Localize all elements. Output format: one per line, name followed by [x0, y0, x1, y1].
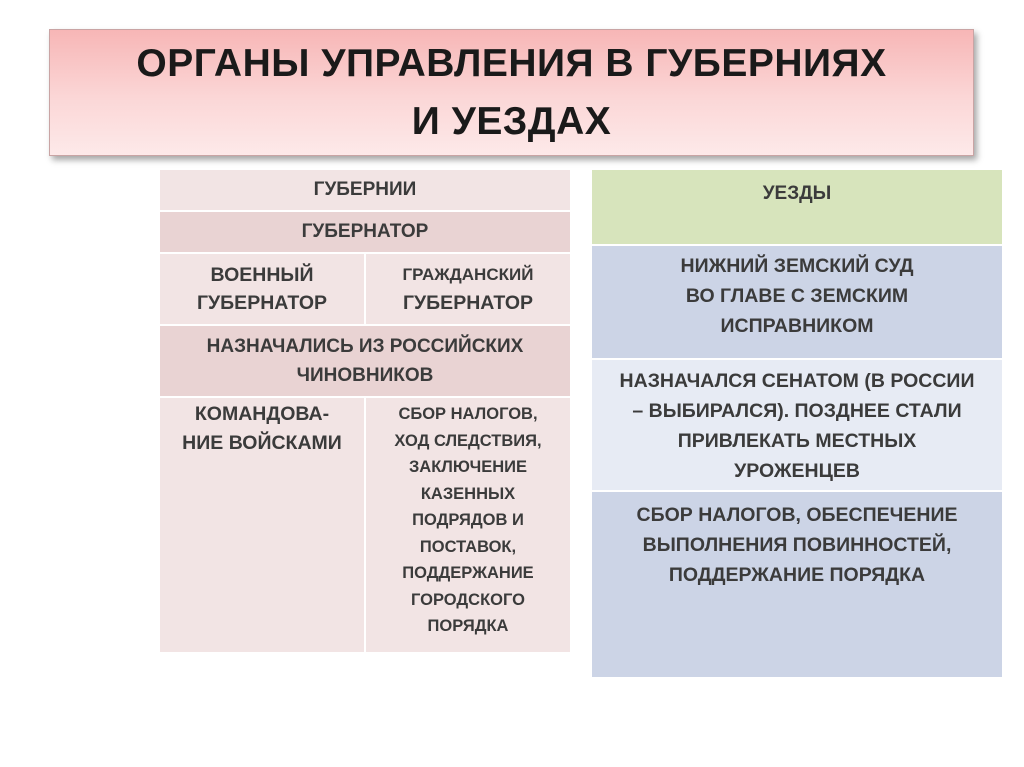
title-line-1: ОРГАНЫ УПРАВЛЕНИЯ В ГУБЕРНИЯХ: [136, 41, 887, 85]
district-duties-line: СБОР НАЛОГОВ, ОБЕСПЕЧЕНИЕ: [636, 504, 958, 526]
military-governor-line: ГУБЕРНАТОР: [196, 292, 327, 314]
civil-governor-line: ГУБЕРНАТОР: [402, 292, 533, 314]
civil-duties-cell: [366, 398, 570, 652]
military-duties-line: КОМАНДОВА-: [194, 403, 330, 425]
district-court-line: ИСПРАВНИКОМ: [720, 315, 874, 337]
civil-duties-line: ПОСТАВОК,: [419, 537, 517, 556]
governor-cell: [160, 212, 570, 252]
military-duties-cell: [160, 398, 364, 652]
military-duties-line: НИЕ ВОЙСКАМИ: [182, 432, 342, 454]
province-appointment-line: ЧИНОВНИКОВ: [296, 365, 434, 386]
district-appointment-line: НАЗНАЧАЛСЯ СЕНАТОМ (В РОССИИ: [619, 370, 975, 392]
province-appointment-line: НАЗНАЧАЛИСЬ ИЗ РОССИЙСКИХ: [206, 336, 524, 357]
provinces-header-text: ГУБЕРНИИ: [313, 179, 417, 200]
district-appointment-cell: [592, 360, 1002, 490]
district-court-cell: [592, 246, 1002, 358]
district-court-line: ВО ГЛАВЕ С ЗЕМСКИМ: [685, 285, 909, 307]
district-duties-line: ПОДДЕРЖАНИЕ ПОРЯДКА: [668, 564, 926, 586]
civil-governor-cell: [366, 254, 570, 324]
civil-duties-line: СБОР НАЛОГОВ,: [398, 405, 538, 423]
civil-duties-line: ЗАКЛЮЧЕНИЕ: [408, 458, 528, 476]
civil-governor-line: ГРАЖДАНСКИЙ: [402, 265, 534, 284]
province-appointment-cell: [160, 326, 570, 396]
civil-duties-line: КАЗЕННЫХ: [420, 484, 516, 503]
district-court-line: НИЖНИЙ ЗЕМСКИЙ СУД: [680, 255, 914, 277]
civil-duties-line: ГОРОДСКОГО: [411, 590, 525, 609]
page-title: [136, 35, 886, 151]
district-appointment-line: ПРИВЛЕКАТЬ МЕСТНЫХ: [677, 430, 917, 452]
civil-duties-line: ПОДДЕРЖАНИЕ: [402, 564, 534, 582]
governor-text: ГУБЕРНАТОР: [301, 221, 429, 242]
military-governor-cell: [160, 254, 364, 324]
districts-header-text: УЕЗДЫ: [762, 183, 832, 204]
provinces-header: [160, 170, 570, 210]
military-governor-line: ВОЕННЫЙ: [210, 264, 314, 286]
civil-duties-line: ПОДРЯДОВ И: [412, 511, 524, 529]
civil-duties-line: ПОРЯДКА: [427, 617, 509, 635]
district-appointment-line: – ВЫБИРАЛСЯ). ПОЗДНЕЕ СТАЛИ: [632, 400, 962, 422]
district-duties-cell: [592, 492, 1002, 677]
district-duties-line: ВЫПОЛНЕНИЯ ПОВИННОСТЕЙ,: [642, 534, 952, 556]
district-appointment-line: УРОЖЕНЦЕВ: [734, 460, 860, 482]
civil-duties-line: ХОД СЛЕДСТВИЯ,: [394, 431, 542, 450]
title-line-2: И УЕЗДАХ: [411, 99, 612, 143]
districts-header: [592, 170, 1002, 244]
title-banner: [49, 29, 974, 156]
